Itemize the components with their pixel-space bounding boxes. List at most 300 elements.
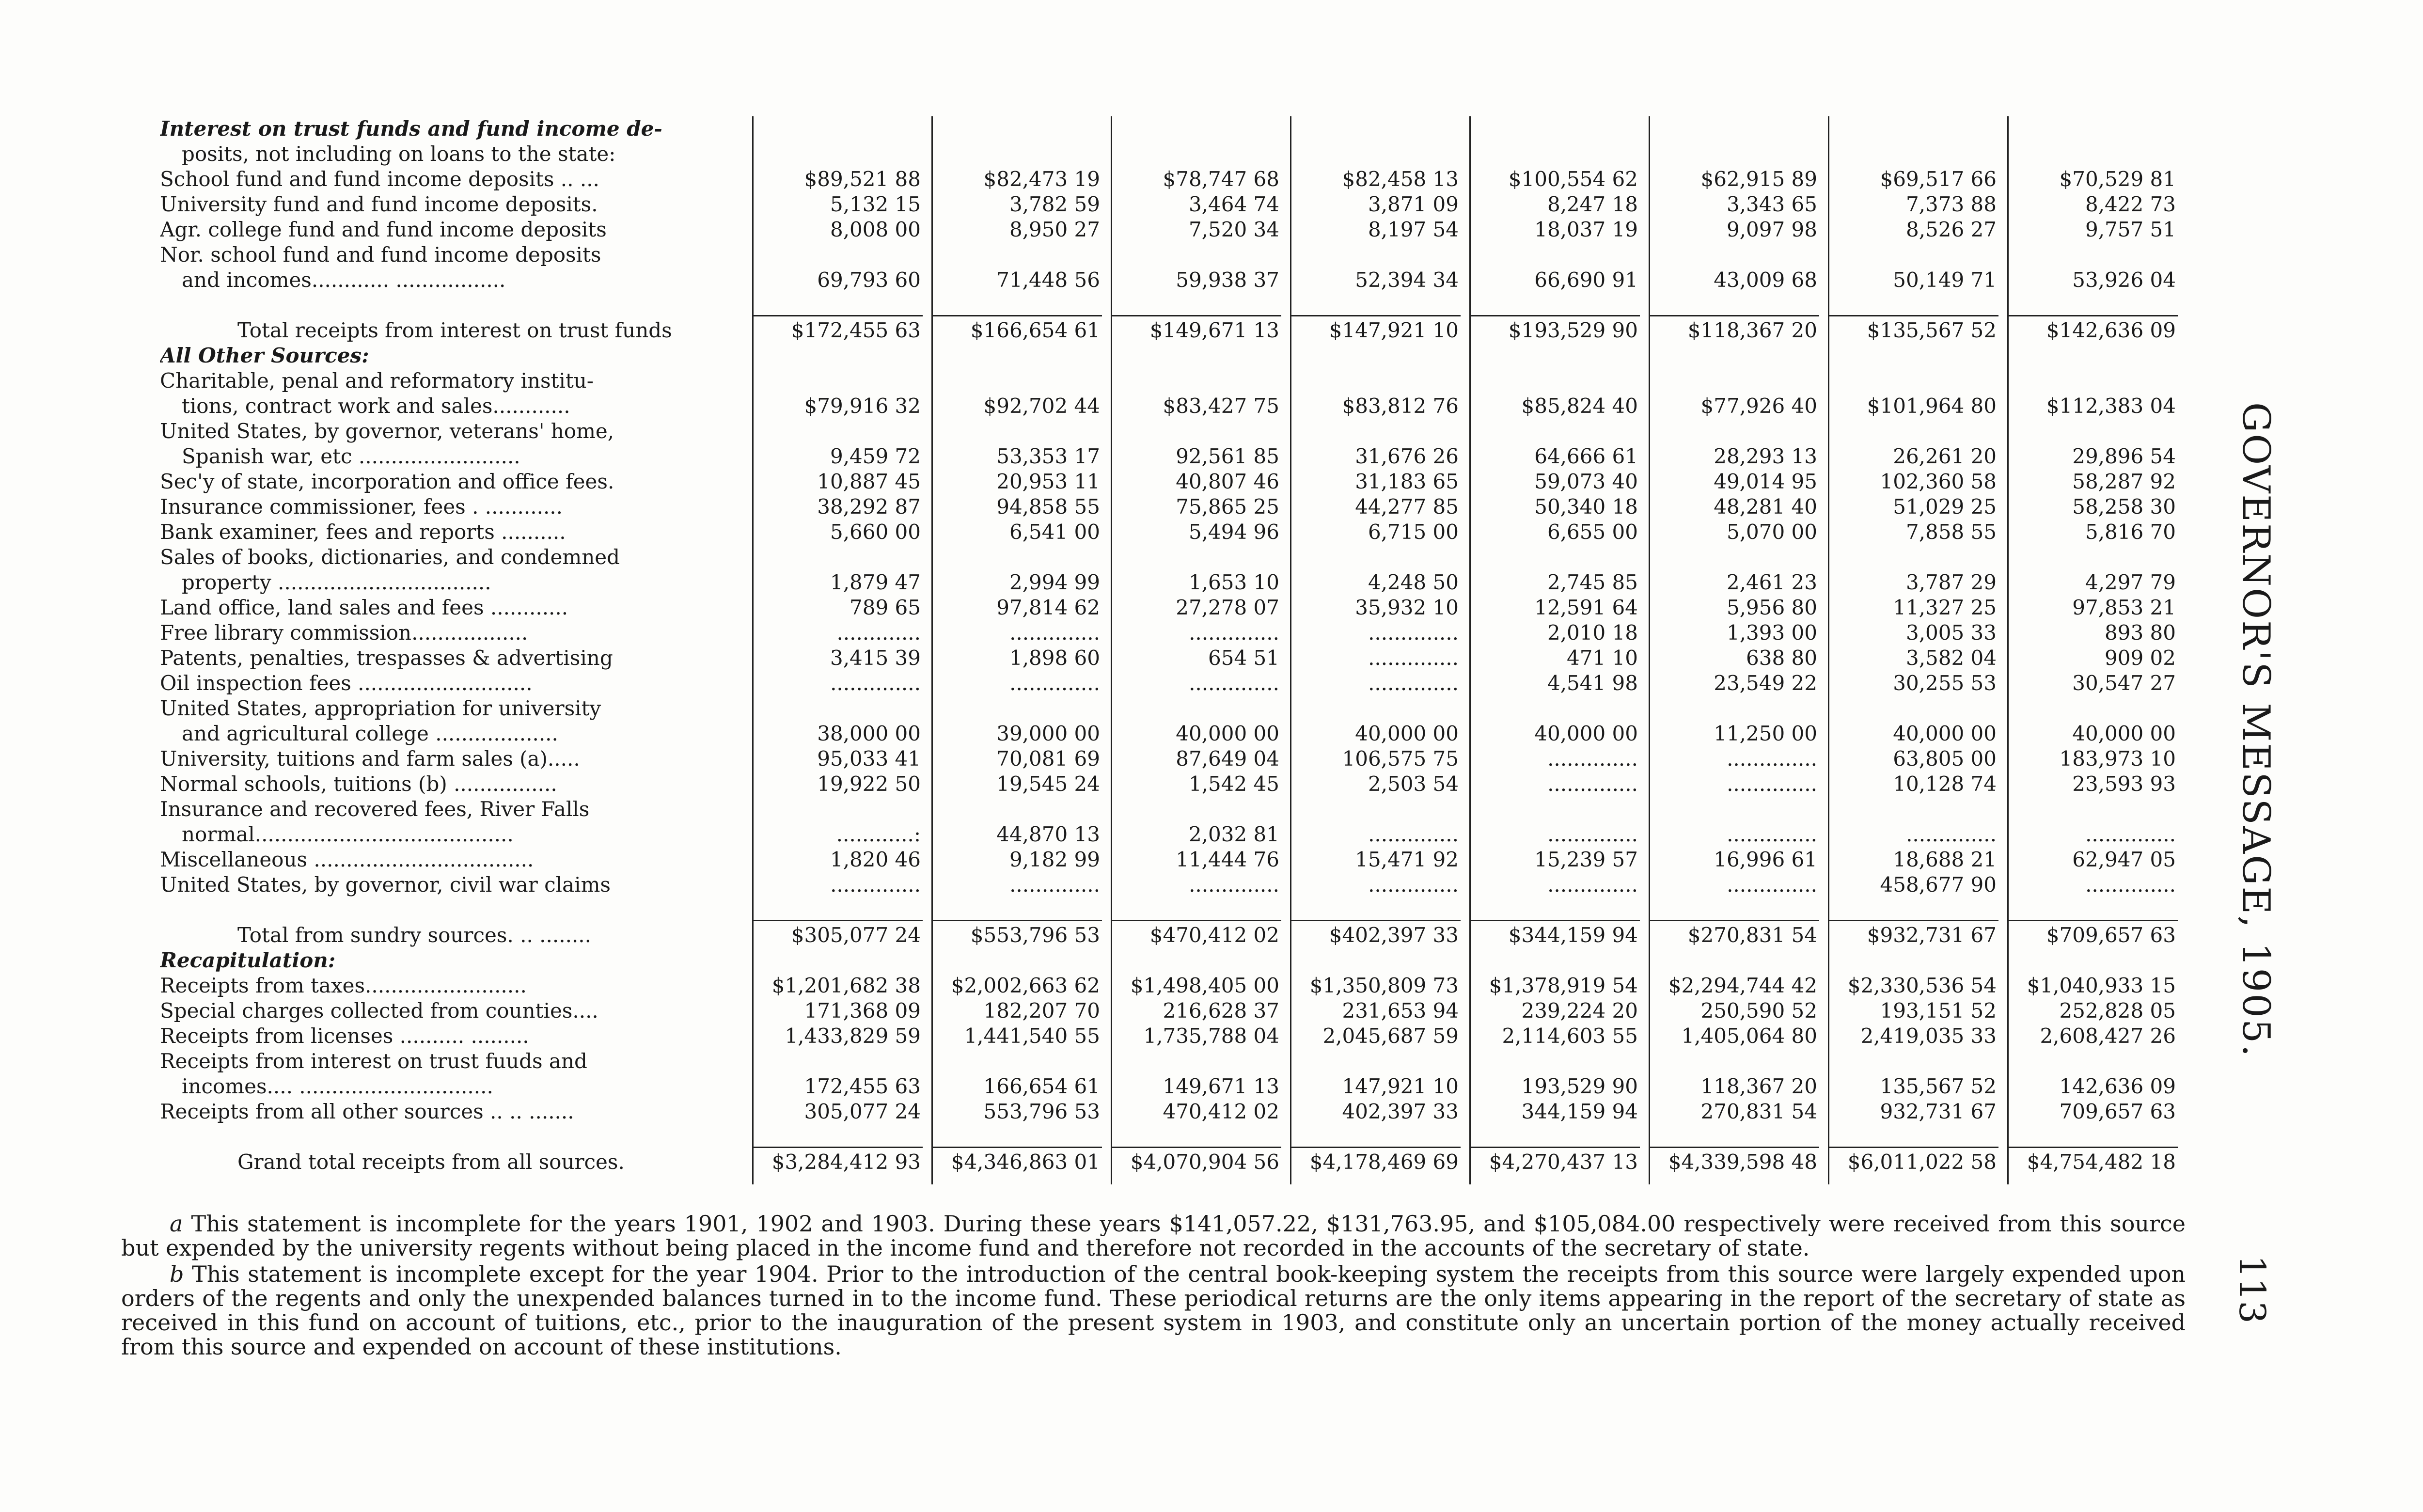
cell-value: 2,419,035 33 xyxy=(1860,1024,1997,1048)
cell-value: 18,037 19 xyxy=(1534,218,1638,241)
cell-value: .............. xyxy=(1189,621,1279,645)
cell-value: $101,964 80 xyxy=(1867,394,1997,418)
row-label: United States, by governor, veterans' home, xyxy=(160,419,614,443)
page-number: 113 xyxy=(2231,1255,2273,1324)
cell-value: $4,270,437 13 xyxy=(1489,1150,1638,1174)
cell-value: 28,293 13 xyxy=(1714,444,1817,468)
cell-value: .............. xyxy=(1368,671,1459,695)
row-label: Special charges collected from counties.... xyxy=(160,999,598,1023)
total-rule xyxy=(1291,315,1461,316)
cell-value: 3,464 74 xyxy=(1188,192,1279,216)
table-row xyxy=(160,469,2195,494)
total-rule xyxy=(753,920,923,921)
cell-value: 5,816 70 xyxy=(2085,520,2176,544)
cell-value: $77,926 40 xyxy=(1700,394,1817,418)
row-label: Insurance and recovered fees, River Falls xyxy=(160,797,590,821)
cell-value: 11,444 76 xyxy=(1176,848,1279,871)
cell-value: 9,757 51 xyxy=(2085,218,2176,241)
cell-value: $1,378,919 54 xyxy=(1489,974,1638,997)
cell-value: $89,521 88 xyxy=(804,167,921,191)
cell-value: 8,008 00 xyxy=(830,218,921,241)
row-label: incomes.... .............................. xyxy=(182,1074,493,1098)
row-label: Patents, penalties, trespasses & advertising xyxy=(160,646,613,670)
cell-value: 19,922 50 xyxy=(817,772,921,796)
cell-value: $172,455 63 xyxy=(791,318,921,342)
table-row xyxy=(160,394,2195,419)
table-row xyxy=(160,973,2195,998)
cell-value: 71,448 56 xyxy=(996,268,1100,292)
cell-value: 2,010 18 xyxy=(1547,621,1638,645)
cell-value: $4,178,469 69 xyxy=(1309,1150,1459,1174)
cell-value: $1,040,933 15 xyxy=(2027,974,2176,997)
cell-value: 3,415 39 xyxy=(830,646,921,670)
cell-value: 305,077 24 xyxy=(804,1100,921,1123)
cell-value: 1,879 47 xyxy=(830,570,921,594)
row-label: University, tuitions and farm sales (a)..... xyxy=(160,747,580,771)
cell-value: 6,715 00 xyxy=(1368,520,1459,544)
cell-value: 471 10 xyxy=(1567,646,1638,670)
table-row xyxy=(160,142,2195,167)
row-label: Spanish war, etc ......................... xyxy=(182,444,520,468)
row-label: property ................................. xyxy=(182,570,491,594)
total-rule xyxy=(2008,1147,2178,1148)
cell-value: .............. xyxy=(1368,646,1459,670)
table-row xyxy=(160,646,2195,671)
cell-value: 49,014 95 xyxy=(1714,470,1817,493)
cell-value: $147,921 10 xyxy=(1329,318,1459,342)
cell-value: 402,397 33 xyxy=(1342,1100,1459,1123)
cell-value: 51,029 25 xyxy=(1893,495,1997,519)
cell-value: 2,461 23 xyxy=(1726,570,1817,594)
cell-value: 8,197 54 xyxy=(1368,218,1459,241)
cell-value: 40,000 00 xyxy=(1355,722,1459,745)
cell-value: 2,045,687 59 xyxy=(1322,1024,1459,1048)
footnote-a xyxy=(121,1212,2186,1260)
cell-value: 166,654 61 xyxy=(983,1074,1100,1098)
row-label xyxy=(160,293,751,318)
cell-value: $83,812 76 xyxy=(1342,394,1459,418)
cell-value: 250,590 52 xyxy=(1700,999,1817,1023)
cell-value: $2,330,536 54 xyxy=(1847,974,1997,997)
row-label: Sales of books, dictionaries, and condemned xyxy=(160,545,620,569)
cell-value: 94,858 55 xyxy=(996,495,1100,519)
cell-value: .............. xyxy=(1009,671,1100,695)
table-row xyxy=(160,494,2195,520)
total-rule xyxy=(1829,1147,1998,1148)
cell-value: $85,824 40 xyxy=(1521,394,1638,418)
cell-value: .............. xyxy=(1189,671,1279,695)
total-rule xyxy=(1650,920,1819,921)
cell-value: 23,593 93 xyxy=(2072,772,2176,796)
cell-value: 3,787 29 xyxy=(1905,570,1997,594)
total-rule xyxy=(2008,920,2178,921)
row-label: United States, by governor, civil war claims xyxy=(160,873,611,897)
row-label: All Other Sources: xyxy=(160,344,369,367)
cell-value: 3,005 33 xyxy=(1905,621,1997,645)
cell-value: 29,896 54 xyxy=(2072,444,2176,468)
cell-value: $100,554 62 xyxy=(1508,167,1638,191)
cell-value: 2,503 54 xyxy=(1368,772,1459,796)
table-row xyxy=(160,167,2195,192)
cell-value: 7,373 88 xyxy=(1905,192,1997,216)
table-row xyxy=(160,671,2195,696)
cell-value: 15,471 92 xyxy=(1355,848,1459,871)
cell-value: 553,796 53 xyxy=(983,1100,1100,1123)
cell-value: 193,151 52 xyxy=(1880,999,1997,1023)
cell-value: 1,735,788 04 xyxy=(1143,1024,1279,1048)
footnote-text: This statement is incomplete except for the year 1904. Prior to the introduction of the central book-keeping system the receipts from this source were largely expended upon orders of the regents and only the unexpended balances turned in to the income fund. These periodical returns are the only items appearing in the report of the secretary of state as received in this fund on account of tuitions, etc., prior to the inauguration of the present system in 1903, and constitute only an uncertain portion of the money actually received from this source and expended on account of these institutions. xyxy=(121,1261,2186,1360)
cell-value: $135,567 52 xyxy=(1867,318,1997,342)
cell-value: 50,149 71 xyxy=(1893,268,1997,292)
cell-value: 95,033 41 xyxy=(817,747,921,771)
cell-value: 4,248 50 xyxy=(1368,570,1459,594)
row-label xyxy=(160,898,751,923)
cell-value: 638 80 xyxy=(1746,646,1817,670)
cell-value: $1,201,682 38 xyxy=(771,974,921,997)
cell-value: $6,011,022 58 xyxy=(1847,1150,1997,1174)
table-row xyxy=(160,343,2195,368)
cell-value: 3,782 59 xyxy=(1009,192,1100,216)
cell-value: 66,690 91 xyxy=(1534,268,1638,292)
total-rule xyxy=(1112,315,1281,316)
cell-value: 193,529 90 xyxy=(1521,1074,1638,1098)
table-row xyxy=(160,1150,2195,1175)
cell-value: 1,898 60 xyxy=(1009,646,1100,670)
total-rule xyxy=(1829,920,1998,921)
total-rule xyxy=(1291,1147,1461,1148)
cell-value: 182,207 70 xyxy=(983,999,1100,1023)
cell-value: 30,255 53 xyxy=(1893,671,1997,695)
table-row xyxy=(160,368,2195,394)
cell-value: $78,747 68 xyxy=(1163,167,1279,191)
cell-value: 470,412 02 xyxy=(1163,1100,1279,1123)
cell-value: $2,294,744 42 xyxy=(1668,974,1817,997)
cell-value: ............: xyxy=(836,822,921,846)
cell-value: 1,542 45 xyxy=(1188,772,1279,796)
cell-value: $402,397 33 xyxy=(1329,923,1459,947)
cell-value: 1,441,540 55 xyxy=(964,1024,1100,1048)
cell-value: 59,938 37 xyxy=(1176,268,1279,292)
row-label: Charitable, penal and reformatory institu- xyxy=(160,369,594,393)
cell-value: $932,731 67 xyxy=(1867,923,1997,947)
cell-value: 9,182 99 xyxy=(1009,848,1100,871)
cell-value: 31,676 26 xyxy=(1355,444,1459,468)
row-label: Total receipts from interest on trust funds xyxy=(237,318,672,342)
cell-value: 75,865 25 xyxy=(1176,495,1279,519)
total-rule xyxy=(1470,315,1640,316)
cell-value: 172,455 63 xyxy=(804,1074,921,1098)
cell-value: $553,796 53 xyxy=(970,923,1100,947)
cell-value: $69,517 66 xyxy=(1880,167,1997,191)
cell-value: $4,754,482 18 xyxy=(2027,1150,2176,1174)
table-row xyxy=(160,192,2195,217)
cell-value: 102,360 58 xyxy=(1880,470,1997,493)
cell-value: 97,814 62 xyxy=(996,596,1100,619)
cell-value: 52,394 34 xyxy=(1355,268,1459,292)
cell-value: .............. xyxy=(1727,747,1817,771)
cell-value: 38,000 00 xyxy=(817,722,921,745)
table-row xyxy=(160,898,2195,923)
cell-value: 6,655 00 xyxy=(1547,520,1638,544)
cell-value: 118,367 20 xyxy=(1700,1074,1817,1098)
cell-value: .............. xyxy=(830,671,921,695)
cell-value: 58,287 92 xyxy=(2072,470,2176,493)
cell-value: $270,831 54 xyxy=(1687,923,1817,947)
table-row xyxy=(160,444,2195,469)
row-label: School fund and fund income deposits .. ... xyxy=(160,167,599,191)
cell-value: 40,000 00 xyxy=(1893,722,1997,745)
cell-value: 40,000 00 xyxy=(2072,722,2176,745)
table-row xyxy=(160,570,2195,595)
cell-value: 2,032 81 xyxy=(1188,822,1279,846)
total-rule xyxy=(1112,920,1281,921)
cell-value: $118,367 20 xyxy=(1687,318,1817,342)
cell-value: $70,529 81 xyxy=(2059,167,2176,191)
cell-value: $82,473 19 xyxy=(983,167,1100,191)
cell-value: 106,575 75 xyxy=(1342,747,1459,771)
cell-value: .............. xyxy=(1368,873,1459,897)
cell-value: $344,159 94 xyxy=(1508,923,1638,947)
cell-value: 147,921 10 xyxy=(1342,1074,1459,1098)
cell-value: 344,159 94 xyxy=(1521,1100,1638,1123)
total-rule xyxy=(753,1147,923,1148)
total-rule xyxy=(932,315,1102,316)
row-label: University fund and fund income deposits. xyxy=(160,192,598,216)
cell-value: .............. xyxy=(1727,873,1817,897)
cell-value: 70,081 69 xyxy=(996,747,1100,771)
row-label: Receipts from interest on trust fuuds and xyxy=(160,1049,587,1073)
cell-value: 5,956 80 xyxy=(1726,596,1817,619)
row-label: Receipts from taxes......................... xyxy=(160,974,527,997)
cell-value: 7,520 34 xyxy=(1188,218,1279,241)
cell-value: 43,009 68 xyxy=(1714,268,1817,292)
row-label: Oil inspection fees ........................... xyxy=(160,671,533,695)
cell-value: 171,368 09 xyxy=(804,999,921,1023)
cell-value: 252,828 05 xyxy=(2059,999,2176,1023)
cell-value: 2,114,603 55 xyxy=(1502,1024,1638,1048)
cell-value: $305,077 24 xyxy=(791,923,921,947)
total-rule xyxy=(2008,315,2178,316)
cell-value: 53,926 04 xyxy=(2072,268,2176,292)
cell-value: 23,549 22 xyxy=(1714,671,1817,695)
cell-value: $470,412 02 xyxy=(1149,923,1279,947)
row-label xyxy=(160,1124,751,1150)
cell-value: 44,277 85 xyxy=(1355,495,1459,519)
table-row xyxy=(160,998,2195,1024)
table-row xyxy=(160,923,2195,948)
table-row xyxy=(160,116,2195,142)
cell-value: 31,183 65 xyxy=(1355,470,1459,493)
cell-value: 16,996 61 xyxy=(1714,848,1817,871)
cell-value: 1,820 46 xyxy=(830,848,921,871)
cell-value: 135,567 52 xyxy=(1880,1074,1997,1098)
cell-value: .............. xyxy=(1368,822,1459,846)
cell-value: $112,383 04 xyxy=(2046,394,2176,418)
table-row xyxy=(160,595,2195,620)
cell-value: 1,653 10 xyxy=(1188,570,1279,594)
cell-value: 9,459 72 xyxy=(830,444,921,468)
row-label: Grand total receipts from all sources. xyxy=(237,1150,625,1174)
table-row xyxy=(160,268,2195,293)
cell-value: 5,660 00 xyxy=(830,520,921,544)
cell-value: 239,224 20 xyxy=(1521,999,1638,1023)
total-rule xyxy=(1650,1147,1819,1148)
row-label: and incomes............ ................. xyxy=(182,268,506,292)
cell-value: 26,261 20 xyxy=(1893,444,1997,468)
cell-value: 50,340 18 xyxy=(1534,495,1638,519)
table-row xyxy=(160,520,2195,545)
cell-value: 18,688 21 xyxy=(1893,848,1997,871)
cell-value: 19,545 24 xyxy=(996,772,1100,796)
cell-value: 59,073 40 xyxy=(1534,470,1638,493)
cell-value: $4,339,598 48 xyxy=(1668,1150,1817,1174)
cell-value: $193,529 90 xyxy=(1508,318,1638,342)
cell-value: $4,070,904 56 xyxy=(1130,1150,1279,1174)
cell-value: 789 65 xyxy=(850,596,921,619)
cell-value: 15,239 57 xyxy=(1534,848,1638,871)
total-rule xyxy=(1470,1147,1640,1148)
cell-value: $2,002,663 62 xyxy=(951,974,1100,997)
cell-value: .............. xyxy=(1009,621,1100,645)
cell-value: .............. xyxy=(1547,772,1638,796)
cell-value: 5,132 15 xyxy=(830,192,921,216)
row-label: posits, not including on loans to the state: xyxy=(182,142,616,166)
row-label: Land office, land sales and fees ............ xyxy=(160,596,568,619)
cell-value: 48,281 40 xyxy=(1714,495,1817,519)
cell-value: $62,915 89 xyxy=(1700,167,1817,191)
cell-value: 8,526 27 xyxy=(1905,218,1997,241)
table-row xyxy=(160,948,2195,973)
cell-value: 40,000 00 xyxy=(1534,722,1638,745)
cell-value: 92,561 85 xyxy=(1176,444,1279,468)
table-row xyxy=(160,847,2195,872)
row-label: United States, appropriation for university xyxy=(160,696,601,720)
cell-value: 1,393 00 xyxy=(1726,621,1817,645)
cell-value: 231,653 94 xyxy=(1342,999,1459,1023)
total-rule xyxy=(932,920,1102,921)
table-row xyxy=(160,1124,2195,1150)
running-head: GOVERNOR'S MESSAGE, 1905. xyxy=(2234,402,2278,1058)
cell-value: 2,745 85 xyxy=(1547,570,1638,594)
cell-value: 5,070 00 xyxy=(1726,520,1817,544)
cell-value: .............. xyxy=(1727,822,1817,846)
cell-value: 58,258 30 xyxy=(2072,495,2176,519)
table-row xyxy=(160,797,2195,822)
footnote-b xyxy=(121,1262,2186,1359)
cell-value: .............. xyxy=(1009,873,1100,897)
cell-value: 9,097 98 xyxy=(1726,218,1817,241)
cell-value: $166,654 61 xyxy=(970,318,1100,342)
cell-value: 8,247 18 xyxy=(1547,192,1638,216)
total-rule xyxy=(1650,315,1819,316)
cell-value: .............. xyxy=(830,873,921,897)
cell-value: .............. xyxy=(2085,873,2176,897)
cell-value: 909 02 xyxy=(2105,646,2176,670)
row-label: Nor. school fund and fund income deposits xyxy=(160,243,601,267)
cell-value: 6,541 00 xyxy=(1009,520,1100,544)
cell-value: 11,250 00 xyxy=(1714,722,1817,745)
cell-value: 654 51 xyxy=(1208,646,1279,670)
cell-value: 270,831 54 xyxy=(1700,1100,1817,1123)
cell-value: 11,327 25 xyxy=(1893,596,1997,619)
row-label: Recapitulation: xyxy=(160,948,336,972)
cell-value: 183,973 10 xyxy=(2059,747,2176,771)
cell-value: 3,871 09 xyxy=(1368,192,1459,216)
total-rule xyxy=(1470,920,1640,921)
cell-value: 87,649 04 xyxy=(1176,747,1279,771)
cell-value: 62,947 05 xyxy=(2072,848,2176,871)
table-row xyxy=(160,1099,2195,1124)
cell-value: 10,887 45 xyxy=(817,470,921,493)
table-row xyxy=(160,293,2195,318)
cell-value: 97,853 21 xyxy=(2072,596,2176,619)
cell-value: .............. xyxy=(1727,772,1817,796)
cell-value: 8,422 73 xyxy=(2085,192,2176,216)
row-label: Insurance commissioner, fees . ............ xyxy=(160,495,563,519)
footnote-text: This statement is incomplete for the years 1901, 1902 and 1903. During these years $141,057.22, $131,763.95, and $105,084.00 respectively were received from this source but expended by the university regents without being placed in the income fund and therefore not recorded in the accounts of the secretary of state. xyxy=(121,1211,2186,1261)
cell-value: 63,805 00 xyxy=(1893,747,1997,771)
row-label: Sec'y of state, incorporation and office fees. xyxy=(160,470,614,493)
table-row xyxy=(160,772,2195,797)
cell-value: 216,628 37 xyxy=(1163,999,1279,1023)
cell-value: 709,657 63 xyxy=(2059,1100,2176,1123)
table-row xyxy=(160,822,2195,847)
cell-value: 12,591 64 xyxy=(1534,596,1638,619)
table-row xyxy=(160,746,2195,772)
footnotes xyxy=(121,1212,2186,1361)
cell-value: 458,677 90 xyxy=(1880,873,1997,897)
footnote-mark: a xyxy=(170,1211,183,1237)
row-label: Bank examiner, fees and reports .......... xyxy=(160,520,566,544)
table-row xyxy=(160,217,2195,242)
table-row xyxy=(160,1074,2195,1099)
cell-value: 30,547 27 xyxy=(2072,671,2176,695)
table-row xyxy=(160,696,2195,721)
row-label: normal........................................ xyxy=(182,822,514,846)
footnote-mark: b xyxy=(170,1261,184,1287)
row-label: Interest on trust funds and fund income de- xyxy=(160,117,662,141)
cell-value: .............. xyxy=(2085,822,2176,846)
cell-value: 69,793 60 xyxy=(817,268,921,292)
cell-value: .............. xyxy=(1547,822,1638,846)
cell-value: $3,284,412 93 xyxy=(771,1150,921,1174)
cell-value: $1,350,809 73 xyxy=(1309,974,1459,997)
cell-value: $92,702 44 xyxy=(983,394,1100,418)
cell-value: 149,671 13 xyxy=(1163,1074,1279,1098)
table-row xyxy=(160,620,2195,646)
row-label: tions, contract work and sales............ xyxy=(182,394,570,418)
row-label: Miscellaneous .................................. xyxy=(160,848,534,871)
cell-value: 1,433,829 59 xyxy=(785,1024,921,1048)
cell-value: $149,671 13 xyxy=(1149,318,1279,342)
cell-value: 40,807 46 xyxy=(1176,470,1279,493)
cell-value: 5,494 96 xyxy=(1188,520,1279,544)
table-row xyxy=(160,419,2195,444)
table-row xyxy=(160,545,2195,570)
cell-value: 142,636 09 xyxy=(2059,1074,2176,1098)
cell-value: 4,297 79 xyxy=(2085,570,2176,594)
cell-value: 8,950 27 xyxy=(1009,218,1100,241)
cell-value: 40,000 00 xyxy=(1176,722,1279,745)
row-label: Agr. college fund and fund income deposits xyxy=(160,218,607,241)
cell-value: $83,427 75 xyxy=(1163,394,1279,418)
row-label: and agricultural college ................... xyxy=(182,722,558,745)
cell-value: 4,541 98 xyxy=(1547,671,1638,695)
row-label: Total from sundry sources. .. ........ xyxy=(237,923,591,947)
table-row xyxy=(160,1049,2195,1074)
total-rule xyxy=(1829,315,1998,316)
table-row xyxy=(160,242,2195,268)
